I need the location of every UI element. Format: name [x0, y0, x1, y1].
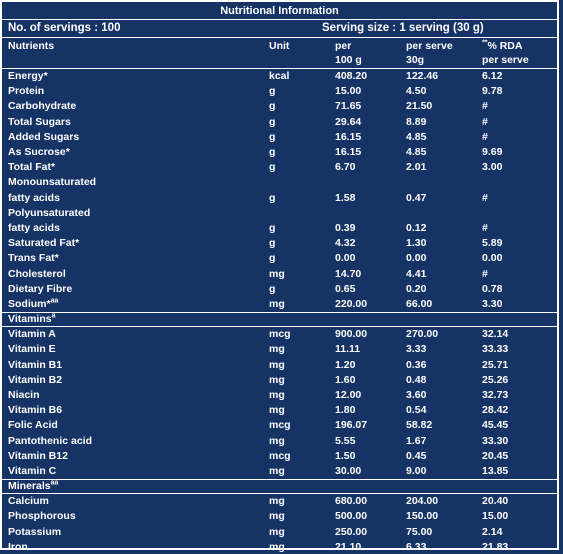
- nutrient-unit: g: [269, 282, 276, 295]
- nutrient-name: Saturated Fat*: [8, 237, 80, 250]
- servings-count: No. of servings : 100: [8, 22, 121, 34]
- nutrient-name: Vitamin B12: [8, 449, 68, 462]
- value-per-100g: 1.50: [335, 449, 356, 462]
- divider: [2, 493, 557, 494]
- value-per-serve: 75.00: [406, 525, 433, 538]
- nutrient-unit: g: [269, 115, 276, 128]
- nutrient-unit: mg: [269, 389, 285, 401]
- value-per-100g: 0.65: [335, 282, 356, 295]
- header-nutrients: Nutrients: [8, 40, 55, 52]
- value-per-100g: 196.07: [335, 419, 368, 432]
- value-rda: 5.89: [482, 237, 503, 250]
- value-per-100g: 30.00: [335, 465, 362, 477]
- header-per-100g-unit: 100 g: [335, 54, 362, 66]
- value-per-100g: 0.00: [335, 252, 356, 265]
- value-per-serve: 9.00: [406, 465, 427, 477]
- value-rda: #: [482, 267, 488, 280]
- vitamins-section-label: Vitamins$^a$: [8, 312, 56, 326]
- nutrient-name: Protein: [8, 85, 45, 98]
- value-per-100g: 0.39: [335, 222, 356, 234]
- value-rda: #: [482, 115, 488, 128]
- nutrient-name: Vitamin E: [8, 343, 56, 356]
- value-per-serve: 4.85: [406, 130, 427, 143]
- value-per-serve: 0.48: [406, 373, 427, 386]
- value-per-serve: 0.54: [406, 404, 427, 417]
- rda-footnote-mark: **: [482, 39, 488, 47]
- nutrient-unit: mg: [269, 267, 285, 280]
- value-per-serve: 8.89: [406, 115, 427, 128]
- value-rda: 15.00: [482, 510, 509, 523]
- nutrient-name: Total Fat*: [8, 161, 56, 174]
- divider: [2, 37, 557, 38]
- nutrient-name: Vitamin B6: [8, 404, 63, 417]
- nutrient-unit: g: [269, 85, 276, 98]
- header-per-100g: per: [335, 40, 352, 52]
- value-per-100g: 5.55: [335, 434, 356, 447]
- minerals-section-label: Minerals$^{aa}$: [8, 479, 59, 493]
- nutrient-name: Cholesterol: [8, 267, 66, 280]
- value-per-100g: 1.58: [335, 191, 356, 204]
- value-per-serve: 2.01: [406, 161, 427, 174]
- value-per-serve: 204.00: [406, 495, 439, 508]
- value-rda: 3.00: [482, 161, 503, 174]
- nutrient-name: Sodium*$^{aa}$: [8, 297, 59, 310]
- value-per-100g: 220.00: [335, 298, 368, 310]
- nutrient-name: Dietary Fibre: [8, 282, 73, 295]
- value-per-100g: 15.00: [335, 85, 362, 98]
- value-per-100g: 250.00: [335, 525, 368, 538]
- value-per-100g: 16.15: [335, 146, 362, 158]
- value-per-serve: 58.82: [406, 419, 433, 432]
- nutrient-name: As Sucrose*: [8, 146, 70, 158]
- divider: [2, 479, 557, 480]
- footnote-mark: aa: [50, 479, 59, 487]
- value-per-100g: 12.00: [335, 389, 362, 401]
- value-rda: 25.26: [482, 373, 509, 386]
- value-per-100g: 21.10: [335, 540, 362, 553]
- nutrient-unit: mcg: [269, 419, 291, 432]
- value-per-serve: 0.36: [406, 358, 427, 371]
- value-per-100g: 14.70: [335, 267, 362, 280]
- nutrient-name: Niacin: [8, 389, 40, 401]
- nutrient-name-line1: Monounsaturated: [8, 176, 97, 189]
- nutrient-unit: mg: [269, 510, 285, 523]
- nutrient-name: Calcium: [8, 495, 49, 508]
- nutrient-name: fatty acids: [8, 191, 60, 204]
- value-per-serve: 3.33: [406, 343, 427, 356]
- value-rda: 3.30: [482, 298, 503, 310]
- serving-size: Serving size : 1 serving (30 g): [322, 22, 484, 34]
- divider: [2, 326, 557, 327]
- nutrient-unit: g: [269, 146, 276, 158]
- footnote-mark: aa: [50, 297, 59, 305]
- nutrient-unit: g: [269, 130, 276, 143]
- value-per-100g: 11.11: [335, 343, 361, 356]
- value-rda: 28.42: [482, 404, 509, 417]
- table-title: Nutritional Information: [220, 5, 339, 17]
- value-per-serve: 3.60: [406, 389, 427, 401]
- nutrient-unit: kcal: [269, 70, 290, 82]
- value-rda: #: [482, 130, 488, 143]
- value-per-100g: 1.20: [335, 358, 356, 371]
- nutrient-name: Trans Fat*: [8, 252, 59, 265]
- nutrient-name: Pantothenic acid: [8, 434, 93, 447]
- value-rda: 33.33: [482, 343, 509, 356]
- nutrient-name: Vitamin B2: [8, 373, 63, 386]
- value-per-100g: 1.80: [335, 404, 356, 417]
- value-per-serve: 150.00: [406, 510, 439, 523]
- header-per-serve-unit: 30g: [406, 54, 425, 66]
- nutrient-unit: mg: [269, 404, 285, 417]
- value-rda: 13.85: [482, 465, 509, 477]
- value-per-serve: 66.00: [406, 298, 433, 310]
- value-rda: 33.30: [482, 434, 509, 447]
- divider: [2, 19, 557, 20]
- value-rda: 21.83: [482, 540, 509, 553]
- value-per-100g: 4.32: [335, 237, 356, 250]
- nutrient-unit: mg: [269, 434, 285, 447]
- nutrient-unit: mg: [269, 525, 285, 538]
- value-rda: 45.45: [482, 419, 509, 432]
- value-per-100g: 680.00: [335, 495, 368, 508]
- value-rda: 9.78: [482, 85, 503, 98]
- value-per-serve: 0.47: [406, 191, 427, 204]
- value-rda: #: [482, 100, 488, 113]
- nutrient-name: Vitamin A: [8, 328, 56, 341]
- header-unit: Unit: [269, 40, 290, 52]
- nutrient-unit: g: [269, 191, 276, 204]
- nutrient-unit: mg: [269, 373, 285, 386]
- nutrient-unit: mcg: [269, 449, 291, 462]
- value-rda: 6.12: [482, 70, 503, 82]
- nutrient-unit: mg: [269, 343, 285, 356]
- value-per-serve: 0.12: [406, 222, 427, 234]
- nutrient-name: Total Sugars: [8, 115, 71, 128]
- nutrient-name: Folic Acid: [8, 419, 58, 432]
- header-per-serve: per serve: [406, 40, 453, 52]
- value-per-serve: 0.00: [406, 252, 427, 265]
- nutrient-unit: mg: [269, 298, 285, 310]
- nutrient-unit: mg: [269, 540, 285, 553]
- value-rda: #: [482, 191, 488, 204]
- value-rda: 20.40: [482, 495, 509, 508]
- nutrient-name-line1: Polyunsaturated: [8, 206, 91, 219]
- value-rda: 0.00: [482, 252, 503, 265]
- value-per-serve: 4.41: [406, 267, 427, 280]
- header-rda: **% RDA: [482, 39, 523, 52]
- value-per-serve: 0.45: [406, 449, 427, 462]
- divider: [2, 68, 557, 69]
- nutrient-unit: g: [269, 237, 276, 250]
- value-rda: 32.73: [482, 389, 509, 401]
- nutrient-unit: mg: [269, 358, 285, 371]
- nutrient-unit: g: [269, 100, 276, 113]
- nutrient-name: Potassium: [8, 525, 62, 538]
- value-per-serve: 1.67: [406, 434, 427, 447]
- nutrient-unit: mg: [269, 465, 285, 477]
- value-per-serve: 0.20: [406, 282, 427, 295]
- value-per-100g: 29.64: [335, 115, 362, 128]
- divider: [2, 312, 557, 313]
- value-per-100g: 1.60: [335, 373, 356, 386]
- value-per-serve: 4.50: [406, 85, 427, 98]
- value-rda: 20.45: [482, 449, 509, 462]
- nutrient-unit: g: [269, 222, 276, 234]
- value-per-100g: 6.70: [335, 161, 356, 174]
- nutrient-unit: mcg: [269, 328, 291, 341]
- value-per-100g: 500.00: [335, 510, 368, 523]
- value-rda: 2.14: [482, 525, 503, 538]
- nutrient-name: Vitamin C: [8, 465, 57, 477]
- nutrient-name: Energy*: [8, 70, 48, 82]
- value-rda: 9.69: [482, 146, 503, 158]
- value-per-serve: 1.30: [406, 237, 427, 250]
- nutrient-unit: g: [269, 161, 276, 174]
- value-per-serve: 4.85: [406, 146, 427, 158]
- value-per-serve: 21.50: [406, 100, 433, 113]
- value-per-100g: 900.00: [335, 328, 368, 341]
- value-per-serve: 270.00: [406, 328, 439, 341]
- value-per-100g: 71.65: [335, 100, 362, 113]
- nutrient-name: Vitamin B1: [8, 358, 63, 371]
- nutrient-name: Phosphorous: [8, 510, 76, 523]
- value-per-serve: 122.46: [406, 70, 439, 82]
- value-rda: 25.71: [482, 358, 509, 371]
- value-per-100g: 408.20: [335, 70, 368, 82]
- value-per-100g: 16.15: [335, 130, 362, 143]
- value-rda: 0.78: [482, 282, 503, 295]
- nutrient-name: fatty acids: [8, 222, 60, 234]
- footnote-mark: a: [51, 312, 56, 320]
- value-per-serve: 6.33: [406, 540, 427, 553]
- value-rda: 32.14: [482, 328, 509, 341]
- nutrient-name: Carbohydrate: [8, 100, 77, 113]
- nutrient-unit: mg: [269, 495, 285, 508]
- header-rda-per-serve: per serve: [482, 54, 529, 66]
- nutrient-name: Added Sugars: [8, 130, 80, 143]
- nutrient-unit: g: [269, 252, 276, 265]
- nutrient-name: Iron: [8, 540, 28, 553]
- value-rda: #: [482, 222, 488, 234]
